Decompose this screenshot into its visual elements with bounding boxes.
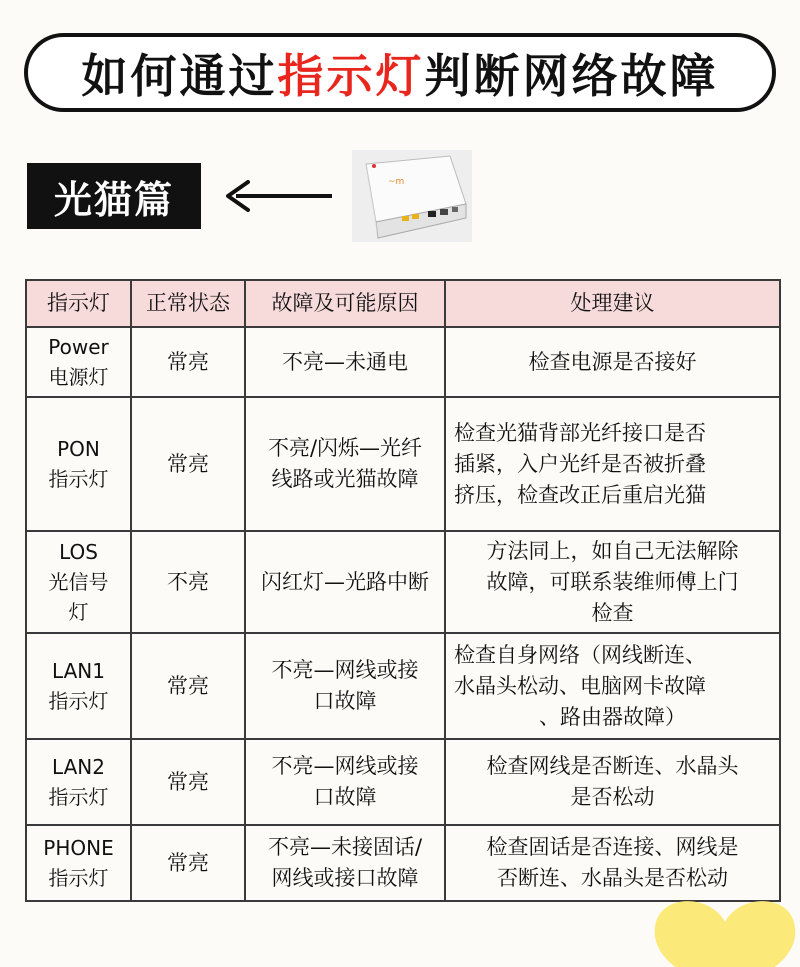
cell-normal: 常亮 [131, 397, 245, 531]
header-normal-state: 正常状态 [131, 280, 245, 327]
table-header-row [26, 280, 780, 327]
cell-advice: 检查光猫背部光纤接口是否 插紧，入户光纤是否被折叠 挤压，检查改正后重启光猫 [445, 397, 780, 531]
indicator-table [25, 279, 779, 902]
page-title [24, 33, 776, 112]
cell-normal: 常亮 [131, 633, 245, 739]
header-advice: 处理建议 [445, 280, 780, 327]
cell-advice: 方法同上，如自己无法解除 故障，可联系装维师傅上门 检查 [445, 531, 780, 633]
cell-fault: 不亮—未接固话/ 网线或接口故障 [245, 825, 445, 901]
left-arrow-icon [222, 178, 334, 214]
cell-normal: 常亮 [131, 825, 245, 901]
cell-normal: 常亮 [131, 327, 245, 397]
cell-advice: 检查自身网络（网线断连、 水晶头松动、电脑网卡故障 、路由器故障） [445, 633, 780, 739]
table-row [26, 739, 780, 825]
cell-light: PON 指示灯 [26, 397, 131, 531]
table-row [26, 531, 780, 633]
cell-fault: 不亮/闪烁—光纤 线路或光猫故障 [245, 397, 445, 531]
cell-advice: 检查网线是否断连、水晶头 是否松动 [445, 739, 780, 825]
cell-advice: 检查固话是否连接、网线是 否断连、水晶头是否松动 [445, 825, 780, 901]
table-row [26, 327, 780, 397]
header-light: 指示灯 [26, 280, 131, 327]
header-fault-cause: 故障及可能原因 [245, 280, 445, 327]
title-part2: 判断网络故障 [424, 48, 719, 103]
table-row [26, 825, 780, 901]
title-part1: 如何通过 [81, 48, 278, 103]
heart-decoration-icon [640, 892, 800, 967]
cell-light: PHONE 指示灯 [26, 825, 131, 901]
title-highlight: 指示灯 [277, 48, 425, 103]
cell-normal: 不亮 [131, 531, 245, 633]
optical-modem-image [352, 150, 472, 242]
cell-advice: 检查电源是否接好 [445, 327, 780, 397]
cell-fault: 不亮—未通电 [245, 327, 445, 397]
cell-light: LOS 光信号 灯 [26, 531, 131, 633]
cell-normal: 常亮 [131, 739, 245, 825]
table-row [26, 633, 780, 739]
section-label: 光猫篇 [27, 163, 201, 229]
cell-light: LAN2 指示灯 [26, 739, 131, 825]
cell-fault: 不亮—网线或接 口故障 [245, 739, 445, 825]
svg-text:~m: ~m [388, 177, 405, 187]
table-row [26, 397, 780, 531]
cell-fault: 不亮—网线或接 口故障 [245, 633, 445, 739]
cell-light: Power 电源灯 [26, 327, 131, 397]
cell-light: LAN1 指示灯 [26, 633, 131, 739]
cell-fault: 闪红灯—光路中断 [245, 531, 445, 633]
